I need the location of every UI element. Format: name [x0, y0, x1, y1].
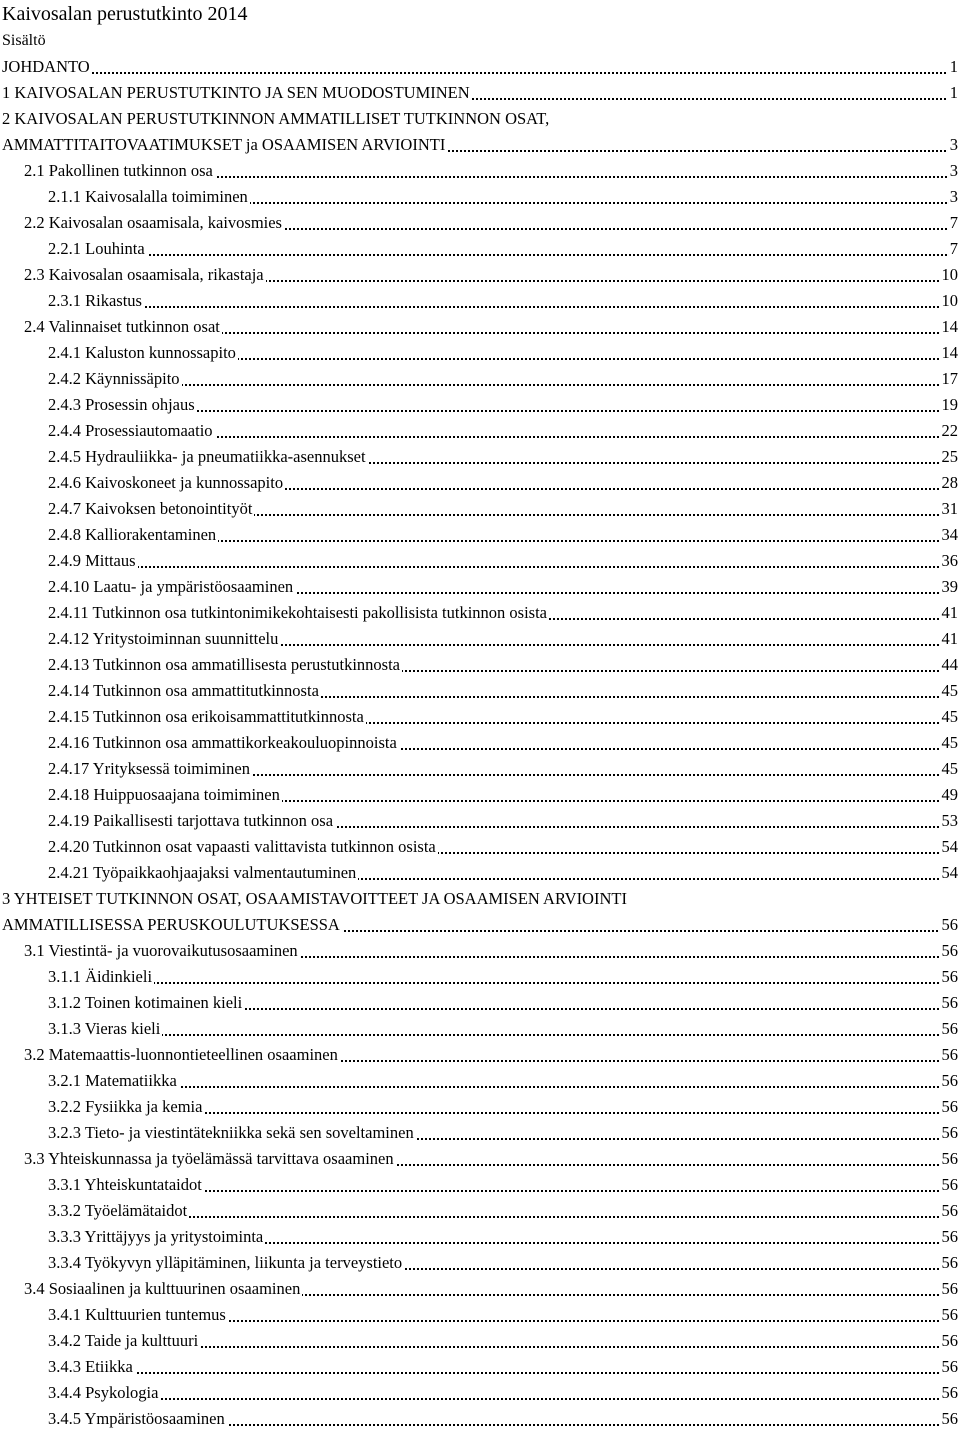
toc-page-number: 56 [940, 912, 959, 938]
toc-page-number: 1 [948, 54, 958, 80]
toc-entry[interactable] [48, 1224, 958, 1250]
toc-page-number: 56 [940, 1406, 959, 1432]
toc-page-number: 56 [940, 1068, 959, 1094]
toc-entry[interactable] [24, 158, 958, 184]
toc-page-number: 56 [940, 1380, 959, 1406]
toc-entry[interactable] [48, 288, 958, 314]
toc-page-number: 56 [940, 938, 959, 964]
toc-entry-title: 3.4.5 Ympäristöosaaminen [48, 1406, 227, 1432]
toc-entry[interactable] [48, 444, 958, 470]
toc-entry[interactable] [48, 470, 958, 496]
toc-entry[interactable] [48, 236, 958, 262]
toc-page-number: 31 [940, 496, 959, 522]
toc-entry-title: 2.1.1 Kaivosalalla toimiminen [48, 184, 250, 210]
toc-entry[interactable] [48, 834, 958, 860]
toc-page-number: 45 [940, 730, 959, 756]
toc-page-number: 56 [940, 1042, 959, 1068]
toc-entry[interactable] [24, 1276, 958, 1302]
toc-entry-title: 3.2 Matemaattis-luonnontieteellinen osaaminen [24, 1042, 340, 1068]
toc-entry[interactable] [48, 964, 958, 990]
toc-page-number: 17 [940, 366, 959, 392]
toc-page-number: 41 [940, 626, 959, 652]
toc-page-number: 56 [940, 1146, 959, 1172]
toc-page-number: 56 [940, 1250, 959, 1276]
toc-entry[interactable] [48, 418, 958, 444]
toc-page-number: 3 [948, 132, 958, 158]
toc-entry[interactable] [24, 1042, 958, 1068]
toc-page-number: 56 [940, 1016, 959, 1042]
toc-entry-title: 2.3.1 Rikastus [48, 288, 144, 314]
toc-page-number: 22 [940, 418, 959, 444]
toc-page-number: 10 [940, 288, 959, 314]
toc-entry-title: 2.4.9 Mittaus [48, 548, 138, 574]
toc-entry-title: 3.2.2 Fysiikka ja kemia [48, 1094, 204, 1120]
toc-page-number: 7 [948, 210, 958, 236]
toc-entry[interactable] [48, 808, 958, 834]
toc-entry[interactable] [48, 496, 958, 522]
toc-entry[interactable] [48, 340, 958, 366]
toc-page-number: 3 [948, 184, 958, 210]
toc-entry-title: 2.4.5 Hydrauliikka- ja pneumatiikka-asennukset [48, 444, 368, 470]
toc-entry[interactable] [48, 1068, 958, 1094]
toc-page-number: 56 [940, 1198, 959, 1224]
toc-page-number: 56 [940, 1302, 959, 1328]
toc-entry-title: 2.4.20 Tutkinnon osat vapaasti valittavista tutkinnon osista [48, 834, 438, 860]
toc-entry[interactable] [2, 886, 958, 938]
dot-leader [48, 1016, 958, 1042]
document-title: Kaivosalan perustutkinto 2014 [2, 3, 248, 25]
toc-heading: Sisältö [2, 32, 46, 49]
toc-entry[interactable] [24, 938, 958, 964]
toc-entry[interactable] [48, 184, 958, 210]
toc-entry-title-continued: AMMATILLISESSA PERUSKOULUTUKSESSA [2, 912, 342, 938]
toc-page-number: 39 [940, 574, 959, 600]
dot-leader [2, 54, 958, 80]
toc-entry-title: 2.3 Kaivosalan osaamisala, rikastaja [24, 262, 266, 288]
toc-page-number: 41 [940, 600, 959, 626]
toc-entry[interactable] [48, 990, 958, 1016]
toc-page-number: 54 [940, 834, 959, 860]
toc-entry-title: 3.1.3 Vieras kieli [48, 1016, 162, 1042]
toc-entry[interactable] [48, 548, 958, 574]
toc-page-number: 25 [940, 444, 959, 470]
toc-entry[interactable] [48, 1380, 958, 1406]
toc-entry-title: 3.3.4 Työkyvyn ylläpitäminen, liikunta ja terveystieto [48, 1250, 404, 1276]
toc-page-number: 56 [940, 1276, 959, 1302]
toc-entry-title: 3.1.2 Toinen kotimainen kieli [48, 990, 244, 1016]
toc-entry[interactable] [48, 1120, 958, 1146]
toc-page-number: 45 [940, 756, 959, 782]
toc-entry-title: 2.4.19 Paikallisesti tarjottava tutkinnon osa [48, 808, 335, 834]
toc-entry[interactable] [48, 392, 958, 418]
toc-entry[interactable] [48, 1250, 958, 1276]
dot-leader [48, 1354, 958, 1380]
toc-entry-title: 3 YHTEISET TUTKINNON OSAT, OSAAMISTAVOITTEET JA OSAAMISEN ARVIOINTI [2, 889, 627, 908]
toc-entry-title: 3.3.1 Yhteiskuntataidot [48, 1172, 204, 1198]
toc-entry-title: 3.3.3 Yrittäjyys ja yritystoiminta [48, 1224, 265, 1250]
toc-entry[interactable] [48, 652, 958, 678]
toc-page-number: 1 [948, 80, 958, 106]
toc-entry[interactable] [48, 626, 958, 652]
toc-page-number: 54 [940, 860, 959, 886]
toc-entry-title: 2 KAIVOSALAN PERUSTUTKINNON AMMATILLISET TUTKINNON OSAT, [2, 109, 550, 128]
toc-entry-title: 2.4.16 Tutkinnon osa ammattikorkeakouluopinnoista [48, 730, 399, 756]
toc-page-number: 45 [940, 704, 959, 730]
toc-page-number: 19 [940, 392, 959, 418]
toc-entry-title: 2.1 Pakollinen tutkinnon osa [24, 158, 215, 184]
toc-page-number: 7 [948, 236, 958, 262]
toc-entry-title: 2.4.7 Kaivoksen betonointityöt [48, 496, 254, 522]
toc-entry-title: 2.4 Valinnaiset tutkinnon osat [24, 314, 222, 340]
toc-entry[interactable] [48, 574, 958, 600]
toc-entry-title: 2.4.13 Tutkinnon osa ammatillisesta perustutkinnosta [48, 652, 402, 678]
toc-entry[interactable] [48, 704, 958, 730]
toc-page-number: 56 [940, 1172, 959, 1198]
toc-page-number: 56 [940, 1354, 959, 1380]
dot-leader [48, 1068, 958, 1094]
toc-entry-title: 2.4.11 Tutkinnon osa tutkintonimikekohtaisesti pakollisista tutkinnon osista [48, 600, 549, 626]
toc-page-number: 56 [940, 1328, 959, 1354]
toc-entry[interactable] [48, 782, 958, 808]
toc-entry[interactable] [48, 522, 958, 548]
toc-entry[interactable] [48, 1172, 958, 1198]
toc-entry-title: 1 KAIVOSALAN PERUSTUTKINTO JA SEN MUODOSTUMINEN [2, 80, 472, 106]
toc-entry-title: 2.4.2 Käynnissäpito [48, 366, 182, 392]
toc-entry-title: 3.2.3 Tieto- ja viestintätekniikka sekä sen soveltaminen [48, 1120, 416, 1146]
toc-entry[interactable] [2, 54, 958, 80]
toc-entry-title: 3.1 Viestintä- ja vuorovaikutusosaaminen [24, 938, 300, 964]
toc-entry-title: 2.4.21 Työpaikkaohjaajaksi valmentautuminen [48, 860, 358, 886]
dot-leader [48, 366, 958, 392]
toc-entry-title: 3.3 Yhteiskunnassa ja työelämässä tarvittava osaaminen [24, 1146, 396, 1172]
toc-entry[interactable] [48, 1354, 958, 1380]
toc-page-number: 56 [940, 1120, 959, 1146]
toc-entry[interactable] [48, 730, 958, 756]
toc-entry[interactable] [48, 1328, 958, 1354]
toc-page-number: 49 [940, 782, 959, 808]
toc-page-number: 10 [940, 262, 959, 288]
toc-entry[interactable] [24, 210, 958, 236]
toc-entry-title: 2.2.1 Louhinta [48, 236, 147, 262]
toc-entry-title: 2.2 Kaivosalan osaamisala, kaivosmies [24, 210, 284, 236]
toc-entry[interactable] [48, 756, 958, 782]
toc-entry-title: 3.1.1 Äidinkieli [48, 964, 154, 990]
toc-page-number: 56 [940, 1224, 959, 1250]
toc-page-number: 45 [940, 678, 959, 704]
toc-entry[interactable] [48, 1406, 958, 1432]
toc-entry-title: 3.4.1 Kulttuurien tuntemus [48, 1302, 228, 1328]
toc-entry[interactable] [48, 1094, 958, 1120]
toc-entry[interactable] [2, 80, 958, 106]
toc-entry[interactable] [48, 1302, 958, 1328]
toc-entry-title: 2.4.14 Tutkinnon osa ammattitutkinnosta [48, 678, 321, 704]
toc-page-number: 56 [940, 1094, 959, 1120]
toc-entry-title: 2.4.18 Huippuosaajana toimiminen [48, 782, 282, 808]
toc-entry-title: 2.4.15 Tutkinnon osa erikoisammattitutkinnosta [48, 704, 366, 730]
toc-entry-title: 3.4.4 Psykologia [48, 1380, 160, 1406]
toc-page-number: 53 [940, 808, 959, 834]
toc-entry-title: JOHDANTO [2, 54, 92, 80]
toc-entry[interactable] [24, 1146, 958, 1172]
toc-entry-title: 2.4.4 Prosessiautomaatio [48, 418, 215, 444]
toc-page-number: 56 [940, 964, 959, 990]
toc-entry-title: 3.4 Sosiaalinen ja kulttuurinen osaaminen [24, 1276, 302, 1302]
toc-entry[interactable] [24, 314, 958, 340]
toc-page-number: 28 [940, 470, 959, 496]
toc-entry[interactable] [2, 106, 958, 158]
dot-leader [48, 288, 958, 314]
toc-entry[interactable] [48, 1198, 958, 1224]
toc-entry-title: 3.4.3 Etiikka [48, 1354, 135, 1380]
toc-page-number: 36 [940, 548, 959, 574]
dot-leader [48, 964, 958, 990]
toc-page-number: 56 [940, 990, 959, 1016]
toc-entry[interactable] [24, 262, 958, 288]
toc-page-number: 3 [948, 158, 958, 184]
dot-leader [48, 236, 958, 262]
toc-entry-title: 3.4.2 Taide ja kulttuuri [48, 1328, 200, 1354]
toc-page-number: 44 [940, 652, 959, 678]
toc-entry-title: 2.4.1 Kaluston kunnossapito [48, 340, 238, 366]
toc-page-number: 14 [940, 340, 959, 366]
toc-entry[interactable] [48, 366, 958, 392]
toc-entry-title: 2.4.12 Yritystoiminnan suunnittelu [48, 626, 280, 652]
toc-entry-title: 3.2.1 Matematiikka [48, 1068, 179, 1094]
toc-entry-title: 2.4.6 Kaivoskoneet ja kunnossapito [48, 470, 285, 496]
toc-entry[interactable] [48, 860, 958, 886]
toc-entry-title: 2.4.17 Yrityksessä toimiminen [48, 756, 252, 782]
toc-entry[interactable] [48, 1016, 958, 1042]
toc-entry-title: 2.4.3 Prosessin ohjaus [48, 392, 197, 418]
toc-page-number: 14 [940, 314, 959, 340]
toc-entry-title: 3.3.2 Työelämätaidot [48, 1198, 189, 1224]
toc-page-number: 34 [940, 522, 959, 548]
toc-entry-title: 2.4.10 Laatu- ja ympäristöosaaminen [48, 574, 295, 600]
toc-entry[interactable] [48, 600, 958, 626]
toc-entry-title: 2.4.8 Kalliorakentaminen [48, 522, 218, 548]
toc-entry-title-continued: AMMATTITAITOVAATIMUKSET ja OSAAMISEN ARVIOINTI [2, 132, 447, 158]
toc-entry[interactable] [48, 678, 958, 704]
dot-leader [48, 548, 958, 574]
dot-leader [48, 1380, 958, 1406]
